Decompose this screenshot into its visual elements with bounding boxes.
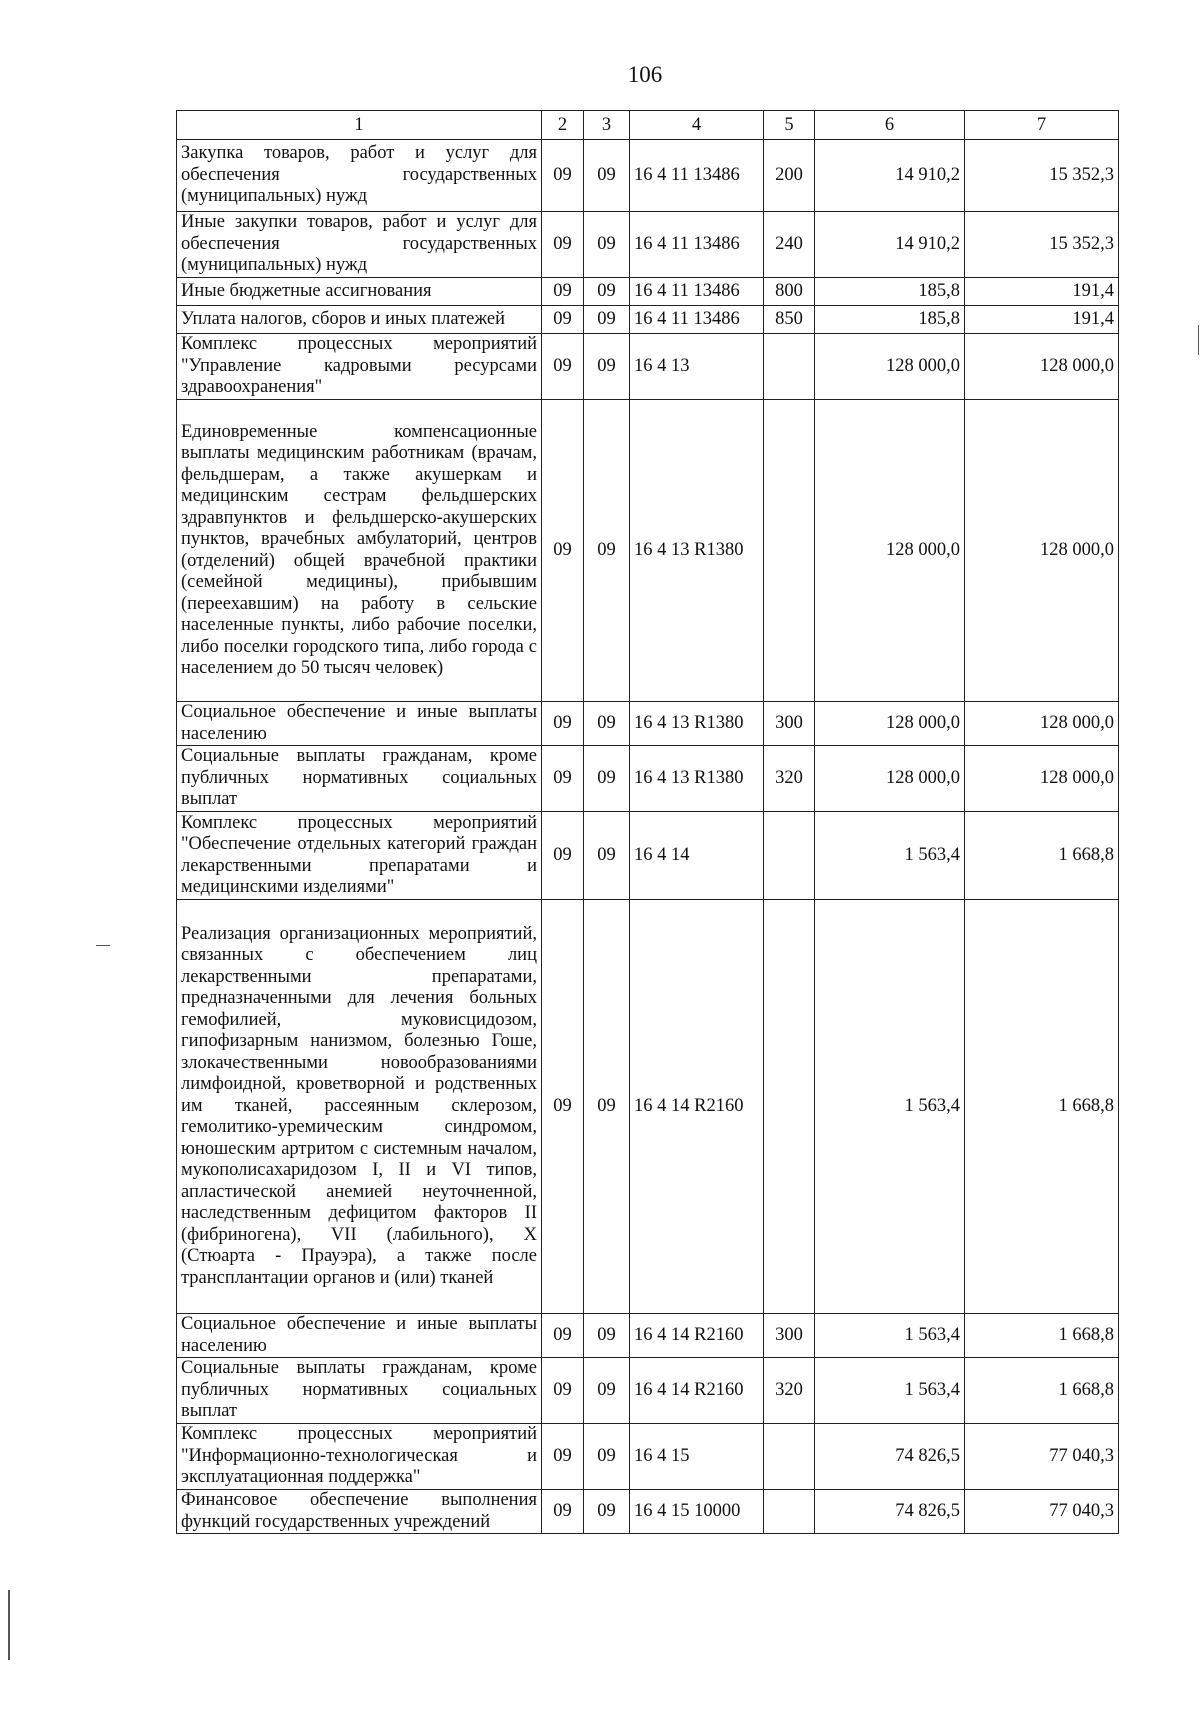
- section-code: 09: [542, 400, 584, 702]
- row-name: Комплекс процессных мероприятий "Информационно-технологическая и эксплуатационная поддержка": [177, 1424, 542, 1490]
- scan-mark: [1198, 325, 1199, 355]
- amount-year-2: 15 352,3: [965, 140, 1119, 212]
- column-header: 3: [584, 111, 630, 140]
- row-name: Социальное обеспечение и иные выплаты населению: [177, 1314, 542, 1358]
- table-row: [177, 1490, 1119, 1534]
- table-row: [177, 306, 1119, 334]
- subsection-code: 09: [584, 278, 630, 306]
- section-code: 09: [542, 1314, 584, 1358]
- expense-type: [764, 1490, 815, 1534]
- target-article: 16 4 11 13486: [630, 140, 764, 212]
- target-article: 16 4 14 R2160: [630, 900, 764, 1314]
- section-code: 09: [542, 1424, 584, 1490]
- amount-year-1: 185,8: [815, 306, 965, 334]
- subsection-code: 09: [584, 212, 630, 278]
- expense-type: 320: [764, 746, 815, 812]
- table-row: [177, 334, 1119, 400]
- table-row: [177, 212, 1119, 278]
- subsection-code: 09: [584, 1358, 630, 1424]
- column-header: 5: [764, 111, 815, 140]
- subsection-code: 09: [584, 1490, 630, 1534]
- amount-year-2: 191,4: [965, 278, 1119, 306]
- target-article: 16 4 11 13486: [630, 278, 764, 306]
- amount-year-2: 1 668,8: [965, 900, 1119, 1314]
- table-row: [177, 746, 1119, 812]
- expense-type: [764, 334, 815, 400]
- target-article: 16 4 14 R2160: [630, 1314, 764, 1358]
- amount-year-1: 128 000,0: [815, 746, 965, 812]
- amount-year-1: 14 910,2: [815, 212, 965, 278]
- amount-year-1: 185,8: [815, 278, 965, 306]
- amount-year-1: 74 826,5: [815, 1424, 965, 1490]
- column-header: 6: [815, 111, 965, 140]
- amount-year-2: 128 000,0: [965, 400, 1119, 702]
- amount-year-1: 1 563,4: [815, 1358, 965, 1424]
- page-number: 106: [627, 62, 663, 87]
- amount-year-1: 14 910,2: [815, 140, 965, 212]
- table-row: [177, 140, 1119, 212]
- table-row: [177, 1314, 1119, 1358]
- target-article: 16 4 11 13486: [630, 306, 764, 334]
- target-article: 16 4 13 R1380: [630, 746, 764, 812]
- row-name: Комплекс процессных мероприятий "Обеспечение отдельных категорий граждан лекарственными препаратами и медицинскими изделиями": [177, 812, 542, 900]
- target-article: 16 4 15 10000: [630, 1490, 764, 1534]
- expense-type: 300: [764, 702, 815, 746]
- row-name: Реализация организационных мероприятий, связанных с обеспечением лиц лекарственными препаратами, предназначенными для лечения больных гемофилией, муковисцидозом, гипофизарным нанизмом, болезнью Гоше, злокачественными новообразованиями лимфоидной, кроветворной и родственных им тканей, рассеянным склерозом, гемолитико-уремическим синдромом, юношеским артритом с системным началом, мукополисахаридозом I, II и VI типов, апластической анемией неуточненной, наследственным дефицитом факторов II (фибриногена), VII (лабильного), X (Стюарта - Прауэра), а также после трансплантации органов и (или) тканей: [177, 900, 542, 1314]
- subsection-code: 09: [584, 306, 630, 334]
- row-name: Закупка товаров, работ и услуг для обеспечения государственных (муниципальных) нужд: [177, 140, 542, 212]
- section-code: 09: [542, 900, 584, 1314]
- row-name: Финансовое обеспечение выполнения функций государственных учреждений: [177, 1490, 542, 1534]
- amount-year-2: 128 000,0: [965, 334, 1119, 400]
- amount-year-1: 1 563,4: [815, 900, 965, 1314]
- section-code: 09: [542, 1358, 584, 1424]
- table-row: [177, 1358, 1119, 1424]
- header-row: [177, 111, 1119, 140]
- amount-year-2: 77 040,3: [965, 1424, 1119, 1490]
- expense-type: 850: [764, 306, 815, 334]
- budget-table: [176, 110, 1119, 1534]
- expense-type: 240: [764, 212, 815, 278]
- amount-year-1: 74 826,5: [815, 1490, 965, 1534]
- scan-mark: [96, 945, 110, 946]
- subsection-code: 09: [584, 400, 630, 702]
- section-code: 09: [542, 212, 584, 278]
- section-code: 09: [542, 306, 584, 334]
- amount-year-2: 191,4: [965, 306, 1119, 334]
- expense-type: 200: [764, 140, 815, 212]
- amount-year-2: 128 000,0: [965, 746, 1119, 812]
- amount-year-1: 1 563,4: [815, 812, 965, 900]
- section-code: 09: [542, 140, 584, 212]
- amount-year-1: 128 000,0: [815, 334, 965, 400]
- row-name: Социальные выплаты гражданам, кроме публичных нормативных социальных выплат: [177, 1358, 542, 1424]
- subsection-code: 09: [584, 140, 630, 212]
- table-row: [177, 278, 1119, 306]
- amount-year-1: 128 000,0: [815, 400, 965, 702]
- target-article: 16 4 15: [630, 1424, 764, 1490]
- column-header: 1: [177, 111, 542, 140]
- row-name: Иные бюджетные ассигнования: [177, 278, 542, 306]
- row-name: Единовременные компенсационные выплаты медицинским работникам (врачам, фельдшерам, а также акушеркам и медицинским сестрам фельдшерских здравпунктов и фельдшерско-акушерских пунктов, врачебных амбулаторий, центров (отделений) общей врачебной практики (семейной медицины), прибывшим (переехавшим) на работу в сельские населенные пункты, либо рабочие поселки, либо поселки городского типа, либо города с населением до 50 тысяч человек): [177, 400, 542, 702]
- amount-year-1: 1 563,4: [815, 1314, 965, 1358]
- subsection-code: 09: [584, 900, 630, 1314]
- expense-type: 320: [764, 1358, 815, 1424]
- table-row: [177, 400, 1119, 702]
- expense-type: [764, 812, 815, 900]
- target-article: 16 4 14 R2160: [630, 1358, 764, 1424]
- column-header: 7: [965, 111, 1119, 140]
- table-row: [177, 1424, 1119, 1490]
- expense-type: 800: [764, 278, 815, 306]
- section-code: 09: [542, 746, 584, 812]
- target-article: 16 4 13 R1380: [630, 702, 764, 746]
- expense-type: [764, 400, 815, 702]
- subsection-code: 09: [584, 746, 630, 812]
- scan-mark: [8, 1590, 10, 1660]
- amount-year-2: 1 668,8: [965, 812, 1119, 900]
- subsection-code: 09: [584, 1314, 630, 1358]
- section-code: 09: [542, 702, 584, 746]
- amount-year-2: 128 000,0: [965, 702, 1119, 746]
- column-header: 2: [542, 111, 584, 140]
- section-code: 09: [542, 1490, 584, 1534]
- table-row: [177, 900, 1119, 1314]
- column-header: 4: [630, 111, 764, 140]
- expense-type: [764, 900, 815, 1314]
- subsection-code: 09: [584, 334, 630, 400]
- target-article: 16 4 11 13486: [630, 212, 764, 278]
- amount-year-2: 77 040,3: [965, 1490, 1119, 1534]
- target-article: 16 4 14: [630, 812, 764, 900]
- table-row: [177, 702, 1119, 746]
- section-code: 09: [542, 812, 584, 900]
- row-name: Иные закупки товаров, работ и услуг для обеспечения государственных (муниципальных) нужд: [177, 212, 542, 278]
- target-article: 16 4 13 R1380: [630, 400, 764, 702]
- row-name: Социальные выплаты гражданам, кроме публичных нормативных социальных выплат: [177, 746, 542, 812]
- table-row: [177, 812, 1119, 900]
- section-code: 09: [542, 278, 584, 306]
- row-name: Социальное обеспечение и иные выплаты населению: [177, 702, 542, 746]
- section-code: 09: [542, 334, 584, 400]
- amount-year-2: 15 352,3: [965, 212, 1119, 278]
- amount-year-2: 1 668,8: [965, 1358, 1119, 1424]
- row-name: Комплекс процессных мероприятий "Управление кадровыми ресурсами здравоохранения": [177, 334, 542, 400]
- expense-type: [764, 1424, 815, 1490]
- row-name: Уплата налогов, сборов и иных платежей: [177, 306, 542, 334]
- amount-year-1: 128 000,0: [815, 702, 965, 746]
- amount-year-2: 1 668,8: [965, 1314, 1119, 1358]
- expense-type: 300: [764, 1314, 815, 1358]
- subsection-code: 09: [584, 1424, 630, 1490]
- target-article: 16 4 13: [630, 334, 764, 400]
- subsection-code: 09: [584, 702, 630, 746]
- subsection-code: 09: [584, 812, 630, 900]
